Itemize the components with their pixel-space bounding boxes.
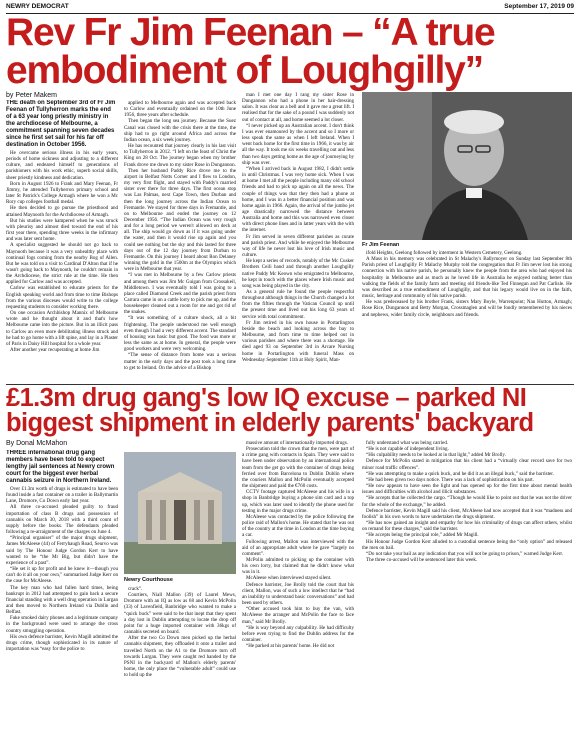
story2-paragraph: Defence for McPolin stated in mitigation that his client had a “virtually clear record save for two minor road traffic offences”. [362, 458, 572, 471]
story2-paragraph: “He set it up for profit and he knew it—though you can't do it all on your own,” summarised Judge Kerr on the case for McAleese. [6, 566, 118, 585]
story1-paragraph: Carlow was established to educate priests for the English speaking world and from time to time Bishops from the various dioceses would write to the college requesting students to consider working there. [6, 285, 118, 310]
story2-paragraph: McPolin admitted to picking up the container with his own lorry, but claimed that he didn't know what was in it. [242, 556, 354, 576]
story2-paragraph: CCTV footage captured McAleese and his wife in a shop in Banbridge buying a phone sim card and a top up, which was later used to identify the phone used for testing in the major drugs crime. [242, 489, 354, 514]
story1-paragraph: He then decided to go pursue the priesthood and attained Maynooth for the Archdiocese of Armagh. [6, 205, 118, 218]
story2-byline: By Donal McMahon [6, 440, 68, 447]
courthouse-illustration [124, 452, 236, 574]
story2-paragraph: Defence barrister, Joe Brolly told the court that his client, Mallon, was of such a low intellect that he “had an inability to understand basic conversations” and had been used by others. [242, 581, 354, 607]
story2-paragraph: His Honour Judge Gordon Kerr alluded to a custodial sentence being the “only option” and released the men on bail. [362, 538, 572, 551]
story1-column-1 [6, 100, 118, 382]
story2-headline [6, 386, 574, 436]
story1-paragraph: After another year recuperating at home Jim [10, 347, 100, 353]
story1-paragraph: ifold Heights, Geelong followed by interment in Western Cemetery, Geelong. [366, 250, 523, 256]
story2-paragraph: “Principal organiser” of the major drugs shipment, James McAleese (44) of Ferryhaugh Road, Seurvo was said by The Honour Judge Gordon Kerr to have wanted to be “the Mr Big, but didn't have the experience of a past”. [6, 535, 118, 566]
story1-paragraph: A Mass in his memory was celebrated in St Malachy's Ballymoyer on Sunday last September 8th Parish priest of Loughgilly Fr Malachy Murphy told the congregation that Fr Jim never lost his strong connection with his native parish, he personally knew the people from the area who had enjoyed his hospitality in Melbourne and as much as he loved life in Australia he enjoyed nothing better than walking the fields of the family farm and meeting old friends-like Ted Finnegan and Pat Carlisle. He was described as a true embodiment of Loughgilly, and that his legacy would live on in the faith, music, heritage and community of his native parish. [362, 256, 572, 300]
story1-paragraph: Born in August 1926 to Frank and Mary Feenan, Fr Jimmy, he attended Tullyherron primary school and later St Patrick's College Armagh where he won a Mc Rory cup colleges football medal. [6, 180, 118, 206]
story2-paragraph: McAleese was contacted by the police following the police raid of Mallon's home. He stated that he was out of the country at the time in London at the time buying a car. [242, 513, 354, 539]
story1-paragraph: He has recounted that journey clearly in his last visit to Tullyherron in 2012. “I left on the feast of Christ the King on 28 Oct. The journey began when my brother Frank drove me down to my sister Rose in Dungannon. [124, 143, 236, 168]
story2-paragraph: “He is way beyond any culpability. He had difficulty before even trying to find the Dublin address for the container. [242, 624, 354, 643]
story1-paragraph: As a general rule he found the people respectful throughout although things in the Church changed a lot from the fifties through the Vatican Council up until the present time and lived out his long 63 years of service with total commitment. [242, 289, 354, 320]
story2-paragraph: His own defence barrister, Kevin Magill admitted the drugs crime, though sophisticated in its nature of importation was “easy for the police to [6, 633, 118, 653]
story2-paragraph: crack”. [128, 586, 143, 592]
story2-headline-line2: biggest shipment in elderly parents' backyard [6, 409, 534, 437]
story1-paragraph: Then began the long sea journey. Because the Suez Canal was closed with the crisis there at the time, the ship had to go right around Africa and across the Indian ocean, a six week journey. [124, 118, 236, 143]
story2-courthouse-photo [124, 452, 236, 574]
story2-column-3 [242, 440, 354, 734]
story2-paragraph: The three co-accused will be sentenced later this week. [366, 556, 478, 563]
story1-paragraph: man I met one day I rang my sister Rose in Dungannon who had a phone in her hair-dressing salon. It was clear as a bell and it gave me a great lift. I realised that for the sake of a pound I was suddenly not out of contact at all, and home seemed a lot closer. [242, 92, 354, 123]
story2-paragraph: massive amount of internationally imported drugs. [246, 440, 349, 446]
story1-lead: THE death on September 3rd of Fr Jim Feenan of Tullyherron marks the end of a 63 year long priestly ministry in the archdiocese of Melbourne, a commitment spanning seven decades since he first set sail for his far off destination in October 1956. [6, 100, 116, 148]
story1-byline: by Peter Makem [6, 92, 57, 99]
story2-paragraph: “His culpability needs to be looked at in that light,” added Mr Brolly. [366, 452, 506, 459]
masthead-date: September 17, 2019 09 [504, 3, 574, 10]
story2-paragraph: “He parked at his parents' home. He did not [246, 643, 335, 650]
story2-paragraph: McAleese when interviewed stayed silent. [246, 575, 332, 582]
story2-column-1 [6, 450, 118, 734]
story2-lead: THREE international drug gang members have been told to expect lengthy jail sentences at Newry crown court for the biggest ever herbal cannabis seizure in Northern Ireland. [6, 450, 115, 484]
story1-column-2 [124, 100, 236, 382]
story1-paragraph: A specialist suggested he should not go back to Maynooth because it was a very unhealthy place with continual fogs coming from the nearby Bog of Allen. But he was told on a visit to Cardinal D'Alton that if he wasn't going back to Maynooth, he couldn't remain in the Archdiocese, the strict rule at the time. He then applied for Carlow and was accepted. [6, 242, 118, 286]
story1-paragraph: Then her husband Paddy Rice drove me to the airport in Belfast Notts Corner and I flew to London, my very first flight, and stayed with Paddy's married sister over there for three days. The first ocean stop was Las Palmas, next Cape Town, then Durban and then the long journey across the Indian Ocean to Fremantle. We stayed for three days in Fremantle, and on to Melbourne and ended the journey on 12 December 1956. “The Indian Ocean was very rough and for a long period we weren't allowed on deck at all. The ship would go down as if it was going under the water, and then it would rise up again and you could see nothing but the sky and this lasted for three days out of the 12 day journey from Durban to Fremantle. On this journey I heard about Ron Delaney winning the gold in the 1500m at the Olympics which were in Melbourne that year. [124, 167, 236, 273]
story1-column-3 [242, 92, 354, 382]
story2-paragraph: “He was attempting to make a quick buck, and he did it as an illegal buck,” said the barrister. [366, 470, 554, 477]
story1-headline [6, 11, 574, 92]
story1-paragraph: “It was something of a culture shock, all a bit frightening. The people understood me well enough even though I had a very different accent. The standard of housing was basic but good. The food was more or less the same as at home. In general, the people were good workers and were very welcoming. [124, 315, 236, 353]
story1-paragraph: applied to Melbourne again and was accepted back to Carlow and eventually ordained on the 10th June 1956, three years after schedule. [124, 100, 236, 119]
story2-paragraph: Fake smoked dairy phones and a legitimate company in the background were used to arrange the cross country smuggling operation. [6, 615, 118, 634]
story2-paragraph: After the two Co Down men picked up the herbal cannabis shipment, they offloaded it onto a trailer and travelled North on the A1 to the Dromore turn off towards Lurgan. They were caught red handed by the PSNI in the backyard of Mallon's elderly parents' home, the only place the “vulnerable adult” could use to hold up the [124, 635, 236, 679]
masthead-paper-name: NEWRY DEMOCRAT [6, 3, 69, 10]
story2-column-2 [124, 586, 236, 734]
story2-column-4 [362, 440, 572, 734]
story1-paragraph: “The sense of distance from home was a serious matter in the early days and the post took a long time to get to Ireland. On the advice of a Bishop [124, 352, 236, 371]
story2-paragraph: “He has now gained an insight and empathy for how his criminality of drugs can affect others, whilst on remand for these charges,” said the barrister. [362, 520, 572, 533]
story2-paragraph: Over £1.3m worth of drugs is estimated to have been found inside a fast container on a trailer in Ballymartin Lane, Dromore, Co Down early last year. [6, 486, 118, 505]
story2-paragraph: “He now appears to have seen the light and has opened up for the first time about mental health issues and difficulties with alcohol and illicit substances. [362, 483, 572, 496]
story2-paragraph: “He accepts that he collected the cargo. “Though he would like to point out that he was not the driver for the whole of the exchange,” he added. [362, 495, 572, 508]
story2-paragraph: Defence barrister, Kevin Magill said his client, McAleese had now accepted that it was “madness and foolish” in his own words to have undertaken the drugs shipment. [362, 507, 572, 520]
priest-portrait-illustration [362, 92, 572, 240]
story2-paragraph: “He had been given two days notice. There was a lack of sophistication on his part. [366, 476, 534, 483]
story2-paragraph: Following arrest, Mallon was interviewed with the aid of an appropriate adult where he gave “largely no comment”. [242, 538, 354, 557]
story2-paragraph: “Other accused took him to buy the van, with McAleese the arranger and McPolin the face to face man,” said Mr Brolly. [242, 606, 354, 625]
story2-paragraph: All three co-accused pleaded guilty to fraud importation of class B drugs and possession of cannabis on March 30, 2018 with a third count of supply before the books. The defendants pleaded following a re-arraignment of the charges on June 4. [6, 504, 118, 536]
story1-column-4 [362, 250, 572, 382]
story1-paragraph: He overcame serious illness in his early years, periods of home sickness and adjusting to a different culture, and endeared himself to generations of parishioners with his work ethic, superb social skills, sheer priestly kindness and dedication. [6, 150, 118, 181]
story2-paragraph: The key man who had fallen hard times, being bankrupt in 2012 had attempted to gain back a secure financial standing with a well drug operation in Lurgan and then moved to Northern Ireland via Dublin and Belfast. [6, 584, 118, 616]
story2-paragraph: Prosecution told the crown that the men, were part of a crime gang with contacts in Spain. They were said to have been under observation by an international police team from the get go with the container of drugs being ferried over from Barcelona to Dublin Dublin where the couriers Mallon and McPolin eventually accepted the shipment and paid the €760 costs. [242, 446, 354, 490]
story2-headline-line1: £1.3m drug gang's low IQ excuse – parked NI [6, 384, 527, 412]
story1-paragraph: He was predeceased by his brother Frank, sisters Mary Boyle, Warrenpoint; Nan Hutton, Armagh; Rose Rice, Dungannon and Betty Morgan, Crossmaglen and will be fondly remembered by his nieces and nephews, wider family circle, neighbours and friends. [362, 299, 572, 318]
story1-paragraph: Fr Jim served in seven different parishes as curate and parish priest. And while he enjoyed the Melbourne way of life he never lost his love of Irish music and culture. [242, 233, 354, 259]
story1-paragraph: “When I arrived back in August 1982, I didn't settle in until Christmas. I was very home sick. When I was at home I met all the people including many old school friends and had to pick up again on all the news. The couple of things was that they then had a phone at home, and I was in a better financial position and was home again in 1966. Again, the arrival of the jumbo jet age drastically narrowed the distance between Australia and home and this was narrowed even closer with direct phone lines and in latter years with the with the internet. [242, 165, 354, 234]
story1-paragraph: He kept a series of records, notably of the Mc Cusker Brothers Ceili band and through another Loughgilly native Paddy Mc Keown who emigrated to Melbourne, he kept in touch with the places where Irish music and song was being played in the city. [242, 258, 354, 289]
story1-photo-caption: Fr Jim Feenan [362, 242, 400, 248]
story1-paragraph: On one occasion Archbishop Mannix of Melbourne wrote and he thought about it and that's how Melbourne came into the picture. But in an illicit pass to Carlow an even more debilitating illness struck and he had to go home with a lift spine, and lay in a Plaster of Paris in Daisy Hill hospital for a whole year. [6, 310, 118, 347]
story1-paragraph: Fr Jim retired in his own house in Portarlington beside the beach and looking across the bay to Melbourne, and from time to time helped out in various parishes and where there was a shortage. He died aged 93 on September 3rd in Arcare Nursing home in Portarlington with funeral Mass on Wednesday September 11th at Holy Spirit, Man- [242, 319, 354, 363]
story1-headline-line2: embodiment of Loughgilly” [6, 49, 483, 92]
story2-paragraph: “He is not capable of independent living. [366, 446, 449, 453]
story1-headline-line1: Rev Fr Jim Feenan – “A true [6, 11, 495, 54]
story2-paragraph: “He accepts being the principal role,” added Mr Magill. [366, 532, 479, 539]
story2-photo-caption: Newry Courthouse [124, 577, 173, 583]
story2-paragraph: Courtiers, Niall Mallon (39) of Laurel Mews, Dromore with an IQ as low as 68 and Kevin McPolin (33) of Lavenfield, Banbridge who wanted to make a “quick buck” were said to be that inept that they spent a day lost in Dublin attempting to locate the drop off point for a huge imported container with 36kgs of cannabis secreted on board. [124, 592, 236, 636]
story1-paragraph: “I was met in Melbourne by a few Carlow priests and among them was Jim Mc Guigan from Crossakeil, Middletown. I was eventually told I was going to a place called Diamond Creek and the parish priest from Carrara came in on a cattle lorry to pick me up, and the housekeeper cleaned out a room for me and got rid of the snakes. [124, 272, 236, 316]
story2-paragraph: “Do not take your bail as any indication that you will not be going to prison,” warned Judge Kerr. [366, 550, 564, 557]
story2-paragraph: fully understand what was being carried. [366, 440, 449, 446]
story1-paragraph: “I never picked up an Australian accent. I don't think I was ever enamoured by the accent and so I more or less speak the same as when I left Ireland. When I went back home for the first time in 1966, it was by air all the way. It took me six weeks travelling out and less than two days getting home as the age of journeying by ship was over. [242, 122, 354, 166]
story1-priest-photo [362, 92, 572, 240]
story1-paragraph: But his studies were hampered when he was struck with pleurisy and almost died toward the end of his first year there, spending three weeks in the infirmary and was later sent home. [6, 217, 118, 243]
